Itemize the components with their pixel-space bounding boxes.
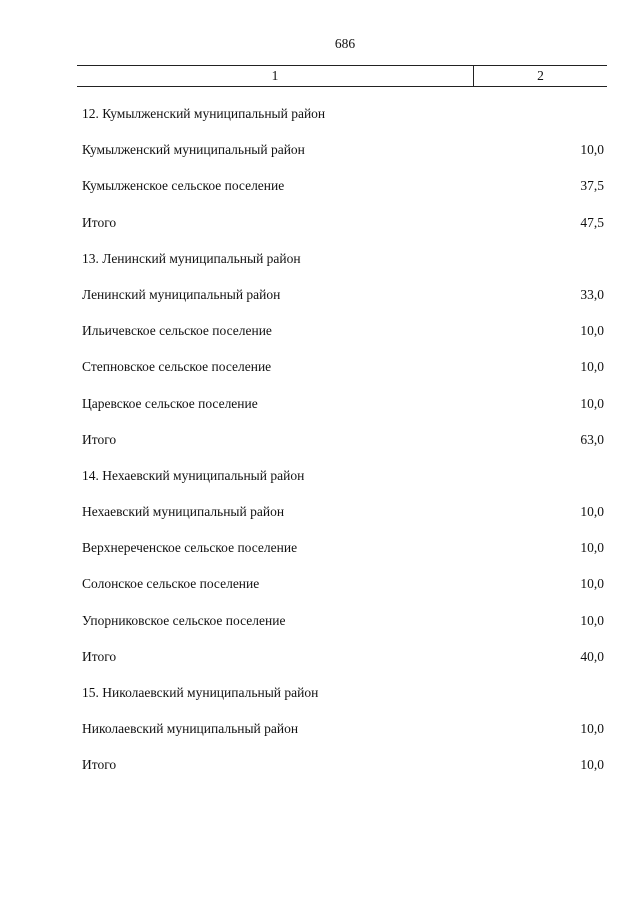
row-value: 10,0 <box>580 323 604 339</box>
table-row <box>82 357 604 393</box>
section-heading <box>82 249 604 285</box>
row-value: 10,0 <box>580 612 604 628</box>
column-header-2: 2 <box>537 68 544 83</box>
row-value: 10,0 <box>580 142 604 158</box>
row-label: 14. Нехаевский муниципальный район <box>82 467 305 483</box>
row-value: 10,0 <box>580 757 604 773</box>
column-header-1: 1 <box>77 66 474 86</box>
row-value: 10,0 <box>580 504 604 520</box>
row-value: 10,0 <box>580 576 604 592</box>
table-row <box>82 719 604 755</box>
row-label: Солонское сельское поселение <box>82 576 260 592</box>
section-heading <box>82 466 604 502</box>
table-row <box>82 394 604 430</box>
table-row <box>82 611 604 647</box>
row-label: Упорниковское сельское поселение <box>82 612 286 628</box>
row-value: 47,5 <box>580 214 604 230</box>
table-row <box>82 176 604 212</box>
row-label: 12. Кумылженский муниципальный район <box>82 106 326 121</box>
total-row <box>82 213 604 249</box>
row-value: 10,0 <box>580 721 604 737</box>
row-label: Итого <box>82 648 117 664</box>
row-value: 37,5 <box>580 178 604 194</box>
section-heading <box>82 683 604 719</box>
page-number: 686 <box>334 36 356 51</box>
row-value: 10,0 <box>580 395 604 411</box>
row-value: 33,0 <box>580 286 604 302</box>
row-label: Итого <box>82 757 117 773</box>
row-label: Кумылженское сельское поселение <box>82 178 285 194</box>
row-label: 15. Николаевский муниципальный район <box>82 685 319 700</box>
row-value: 10,0 <box>580 540 604 556</box>
total-row <box>82 647 604 683</box>
row-value: 63,0 <box>580 431 604 447</box>
row-label: Николаевский муниципальный район <box>82 721 299 737</box>
row-value: 10,0 <box>580 359 604 375</box>
row-label: Верхнереченское сельское поселение <box>82 540 298 556</box>
table-header <box>77 65 607 87</box>
row-label: Итого <box>82 431 117 447</box>
row-label: Ильичевское сельское поселение <box>82 323 272 339</box>
row-value: 40,0 <box>580 648 604 664</box>
table-row <box>82 538 604 574</box>
row-label: 13. Ленинский муниципальный район <box>82 250 301 266</box>
table-body <box>82 104 604 792</box>
table-row <box>82 502 604 538</box>
row-label: Ленинский муниципальный район <box>82 286 281 302</box>
table-row <box>82 285 604 321</box>
row-label: Итого <box>82 214 117 230</box>
total-row <box>82 755 604 791</box>
row-label: Степновское сельское поселение <box>82 359 272 375</box>
row-label: Нехаевский муниципальный район <box>82 504 285 520</box>
row-label: Кумылженский муниципальный район <box>82 142 305 158</box>
row-label: Царевское сельское поселение <box>82 395 258 411</box>
table-row <box>82 321 604 357</box>
table-row <box>82 574 604 610</box>
total-row <box>82 430 604 466</box>
table-row <box>82 140 604 176</box>
section-heading <box>82 104 604 140</box>
